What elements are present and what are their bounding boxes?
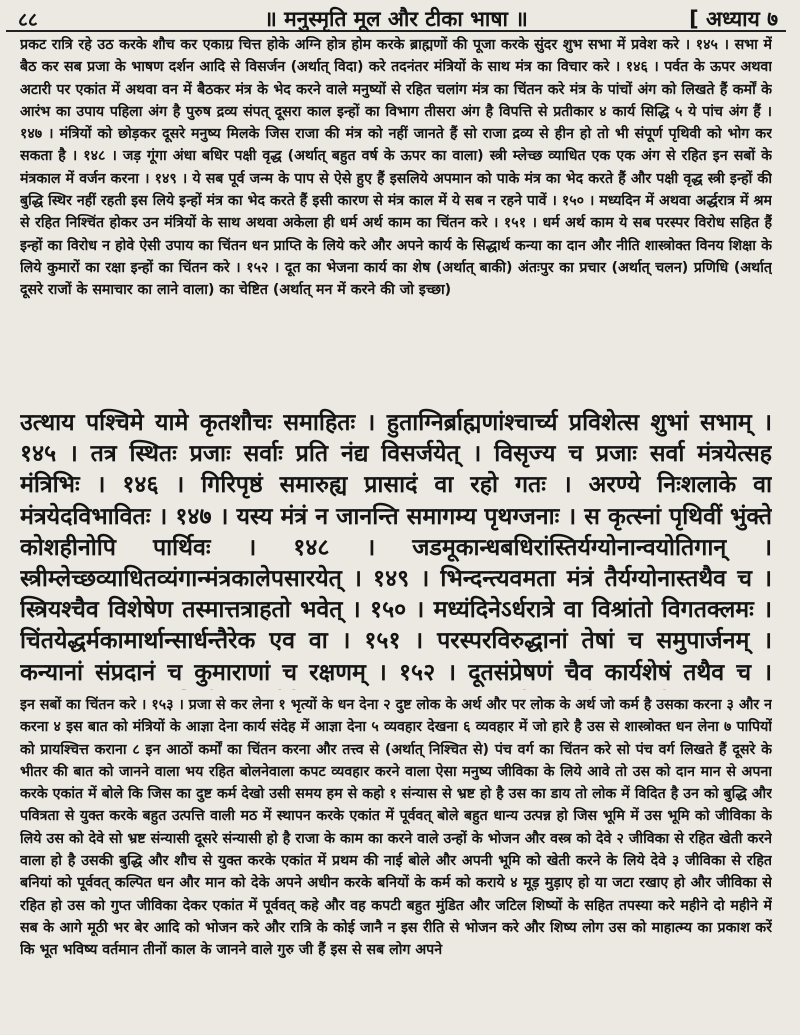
running-title: ॥ मनुस्मृति मूल और टीका भाषा ॥ — [264, 7, 528, 31]
book-page — [6, 4, 786, 1032]
page-header — [6, 4, 786, 32]
commentary-top — [20, 34, 772, 404]
commentary-bottom — [20, 694, 772, 1032]
page-number: ८८ — [18, 9, 38, 31]
chapter-label: [ अध्याय ७ — [689, 7, 778, 31]
commentary-top-text: प्रकट रात्रि रहे उठ करके शौच कर एकाग्र चित्त होके अग्नि होत्र होम करके ब्राह्मणों की पूजा करके सुंदर शुभ सभा में प्रवेश करे । १४५ । सभा में बैठ कर सब प्रजा के भाषण दर्शन आदि से विसर्जन (अर्थात् विदा) करे तदनंतर मंत्रियों के साथ मंत्र का विचार करे । १४६ । पर्वत के ऊपर अथवा अटारी पर एकांत में अथवा वन में बैठकर मंत्र के भेद करने वाले मनुष्यों से रहित चलांग मंत्र का चिंतन करे मंत्र के पांचों अंग को लिखते हैं कर्मों के आरंभ का उपाय पहिला अंग है पुरुष द्रव्य संपत् दूसरा काल इन्हों का विभाग तीसरा अंग है विपत्ति से प्रतीकार ४ कार्य सिद्धि ५ ये पांच अंग हैं । १४७ । मंत्रियों को छोड़कर दूसरे मनुष्य मिलके जिस राजा की मंत्र को नहीं जानते हैं सो राजा द्रव्य से हीन हो तो भी संपूर्ण पृथिवी को भोग कर सकता है । १४८ । जड़ गूंगा अंधा बधिर पक्षी वृद्ध (अर्थात् बहुत वर्ष के ऊपर का वाला) स्त्री म्लेच्छ व्याधित एक एक अंग से रहित इन सबों के मंत्रकाल में वर्जन करना । १४९ । ये सब पूर्व जन्म के पाप से ऐसे हुए हैं इसलिये अपमान को पाके मंत्र का भेद करते हैं और पक्षी वृद्ध स्त्री इन्हों की बुद्धि स्थिर नहीं रहती इस लिये इन्हों मंत्र का भेद करते हैं इसी कारण से मंत्र काल में ये सब न रहने पावें । १५० । मध्यदिन में अथवा अर्द्धरात्र में श्रम से रहित निश्चिंत होकर उन मंत्रियों के साथ अथवा अकेला ही धर्म अर्थ काम का चिंतन करे । १५१ । धर्म अर्थ काम ये सब परस्पर विरोध सहित हैं इन्हों का विरोध न होवे ऐसी उपाय का चिंतन धन प्राप्ति के लिये करे और अपने कार्य के सिद्धार्थ कन्या का दान और नीति शास्त्रोक्त विनय शिक्षा के लिये कुमारों का रक्षा इन्हों का चिंतन करे । १५२ । दूत का भेजना कार्य का शेष (अर्थात् बाकी) अंतःपुर का प्रचार (अर्थात् चलन) प्रणिधि (अर्थात् दूसरे राजों के समाचार का लाने वाला) का चेष्टित (अर्थात् मन में करने की जो इच्छा) — [20, 37, 772, 299]
sanskrit-verses — [20, 407, 772, 690]
verse-text: उत्थाय पश्चिमे यामे कृतशौचः समाहितः । हुताग्निर्ब्राह्मणांश्चार्च्य प्रविशेत्स शुभां सभाम् । १४५ । तत्र स्थितः प्रजाः सर्वाः प्रति नंद्य विसर्जयेत् । विसृज्य च प्रजाः सर्वा मंत्रयेत्सह मंत्रिभिः । १४६ । गिरिपृष्ठं समारुह्य प्रासादं वा रहो गतः । अरण्ये निःशलाके वा मंत्रयेदविभावितः । १४७ । यस्य मंत्रं न जानन्ति समागम्य पृथग्जनाः । स कृत्स्नां पृथिवीं भुंक्ते कोशहीनोपि पार्थिवः । १४८ । जडमूकान्धबधिरांस्तिर्यग्योनान्वयोतिगान् । स्त्रीम्लेच्छव्याधितव्यंगान्मंत्रकालेपसारयेत् । १४९ । भिन्दन्त्यवमता मंत्रं तैर्यग्योनास्तथैव च । स्त्रियश्चैव विशेषेण तस्मात्तत्राहतो भवेत् । १५० । मध्यंदिनेऽर्धरात्रे वा विश्रांतो विगतक्लमः । चिंतयेद्धर्मकामार्थान्सार्धन्तैरेक एव वा । १५१ । परस्परविरुद्धानां तेषां च समुपार्जनम् । कन्यानां संप्रदानं च कुमाराणां च रक्षणम् । १५२ । दूतसंप्रेषणं चैव कार्यशेषं तथैव च । — [20, 409, 772, 686]
commentary-bottom-text: इन सबों का चिंतन करे । १५३ । प्रजा से कर लेना १ भृत्यों के धन देना २ दुष्ट लोक के अर्थ और पर लोक के अर्थ जो कर्म है उसका करना ३ और न करना ४ इस बात को मंत्रियों के आज्ञा देना कार्य संदेह में आज्ञा देना ५ व्यवहार देखना ६ व्यवहार में जो हारे है उस से शास्त्रोक्त धन लेना ७ पापियों को प्रायश्चित्त कराना ८ इन आठों कर्मों का चिंतन करना और तत्त्व से (अर्थात् निश्चित से) पंच वर्ग का चिंतन करे सो पंच वर्ग लिखते हैं दूसरे के भीतर की बात को जानने वाला भय रहित बोलनेवाला कपट व्यवहार करने वाला ऐसा मनुष्य जीविका के लिये आवे तो उस को दान मान से अपना करके एकांत में बोले कि जिस का दुष्ट कर्म देखो उसी समय हम से कहो १ संन्यास से भ्रष्ट हो है उस का डाय तो लोक में विदित है उन को बुद्धि और पवित्रता से युक्त करके बहुत उत्पत्ति वाली मठ में स्थापन करके एकांत में पूर्ववत् बोले बहुत धान्य उत्पन्न हो जिस भूमि में उस भूमि को जीविका के लिये उस को देवे सो भ्रष्ट संन्यासी दूसरे संन्यासी हो है राजा के काम का करने वाले उन्हों के भोजन और वस्त्र को देवे २ जीविका से रहित खेती करने वाला हो है उसकी बुद्धि और शौच से युक्त करके एकांत में प्रथम की नाई बोले और अपनी भूमि को खेती करने के लिये देवे ३ जीविका से रहित बनियां को पूर्ववत् कल्पित धन और मान को देके अपने अधीन करके बनियों के कर्म को कराये ४ मूड़ मुड़ाए हो या जटा रखाए हो और जीविका से रहित हो उस को गुप्त जीविका देकर एकांत में पूर्ववत् कहे और वह कपटी बहुत मुंडित और जटिल शिष्यों के सहित तपस्या करे महीने दो महीने में सब के आगे मूठी भर बेर आदि को भोजन करे और रात्रि के कोई जानै न इस रीति से भोजन करे और शिष्य लोग उस को माहात्म्य का प्रकाश करें कि भूत भविष्य वर्तमान तीनों काल के जानने वाले गुरु जी हैं इस से सब लोग अपने — [20, 697, 772, 959]
